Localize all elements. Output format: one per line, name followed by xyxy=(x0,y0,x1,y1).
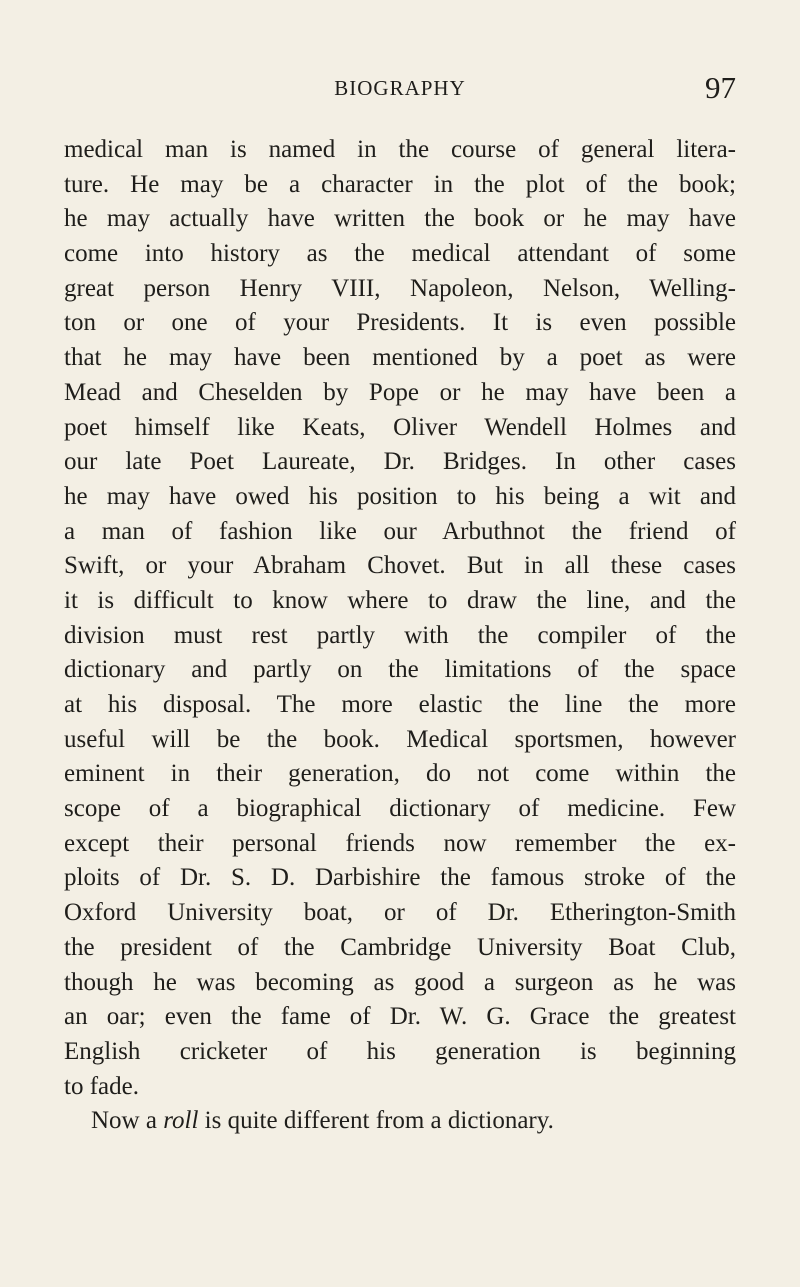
text-line: come into history as the medical attendant of some xyxy=(64,240,736,268)
text-line: an oar; even the fame of Dr. W. G. Grace the greatest xyxy=(64,1003,736,1031)
text-line: ploits of Dr. S. D. Darbishire the famous stroke of the xyxy=(64,864,736,892)
text-line: our late Poet Laureate, Dr. Bridges. In other cases xyxy=(64,448,736,476)
line-text-start: Now a xyxy=(91,1107,164,1135)
page-number: 97 xyxy=(705,70,736,105)
text-line: that he may have been mentioned by a poet as were xyxy=(64,344,736,372)
text-line: it is difficult to know where to draw the line, and the xyxy=(64,586,736,614)
new-paragraph-line xyxy=(64,1104,736,1139)
text-line: except their personal friends now remember the ex- xyxy=(64,829,736,857)
text-line: he may have owed his position to his being a wit and xyxy=(64,482,736,510)
text-line: ture. He may be a character in the plot of the book; xyxy=(64,170,736,198)
text-line: medical man is named in the course of general litera- xyxy=(64,136,736,163)
text-line: Mead and Cheselden by Pope or he may have been a xyxy=(64,378,736,406)
text-line: though he was becoming as good a surgeon as he was xyxy=(64,968,736,996)
text-line: poet himself like Keats, Oliver Wendell Holmes and xyxy=(64,413,736,441)
text-line: English cricketer of his generation is beginning xyxy=(64,1037,736,1065)
running-head xyxy=(64,70,736,110)
text-line: he may actually have written the book or he may have xyxy=(64,205,736,233)
text-line: division must rest partly with the compiler of the xyxy=(64,621,736,649)
text-line: Swift, or your Abraham Chovet. But in all these cases xyxy=(64,552,736,580)
body-text xyxy=(64,133,736,1139)
text-line: useful will be the book. Medical sportsmen, however xyxy=(64,725,736,753)
text-line: ton or one of your Presidents. It is even possible xyxy=(64,309,736,337)
line-text-end: is quite different from a dictionary. xyxy=(198,1107,554,1135)
text-line: eminent in their generation, do not come within the xyxy=(64,760,736,788)
paragraph-end-line: to fade. xyxy=(64,1072,139,1100)
text-line: great person Henry VIII, Napoleon, Nelson, Welling- xyxy=(64,274,736,302)
text-line: a man of fashion like our Arbuthnot the friend of xyxy=(64,517,736,545)
text-line: dictionary and partly on the limitations of the space xyxy=(64,656,736,684)
text-line: scope of a biographical dictionary of medicine. Few xyxy=(64,795,736,823)
text-line: Oxford University boat, or of Dr. Etherington-Smith xyxy=(64,899,736,927)
running-title: BIOGRAPHY xyxy=(334,76,466,100)
italic-word: roll xyxy=(163,1107,199,1135)
text-line: at his disposal. The more elastic the line the more xyxy=(64,691,736,718)
text-line: the president of the Cambridge University Boat Club, xyxy=(64,933,736,961)
